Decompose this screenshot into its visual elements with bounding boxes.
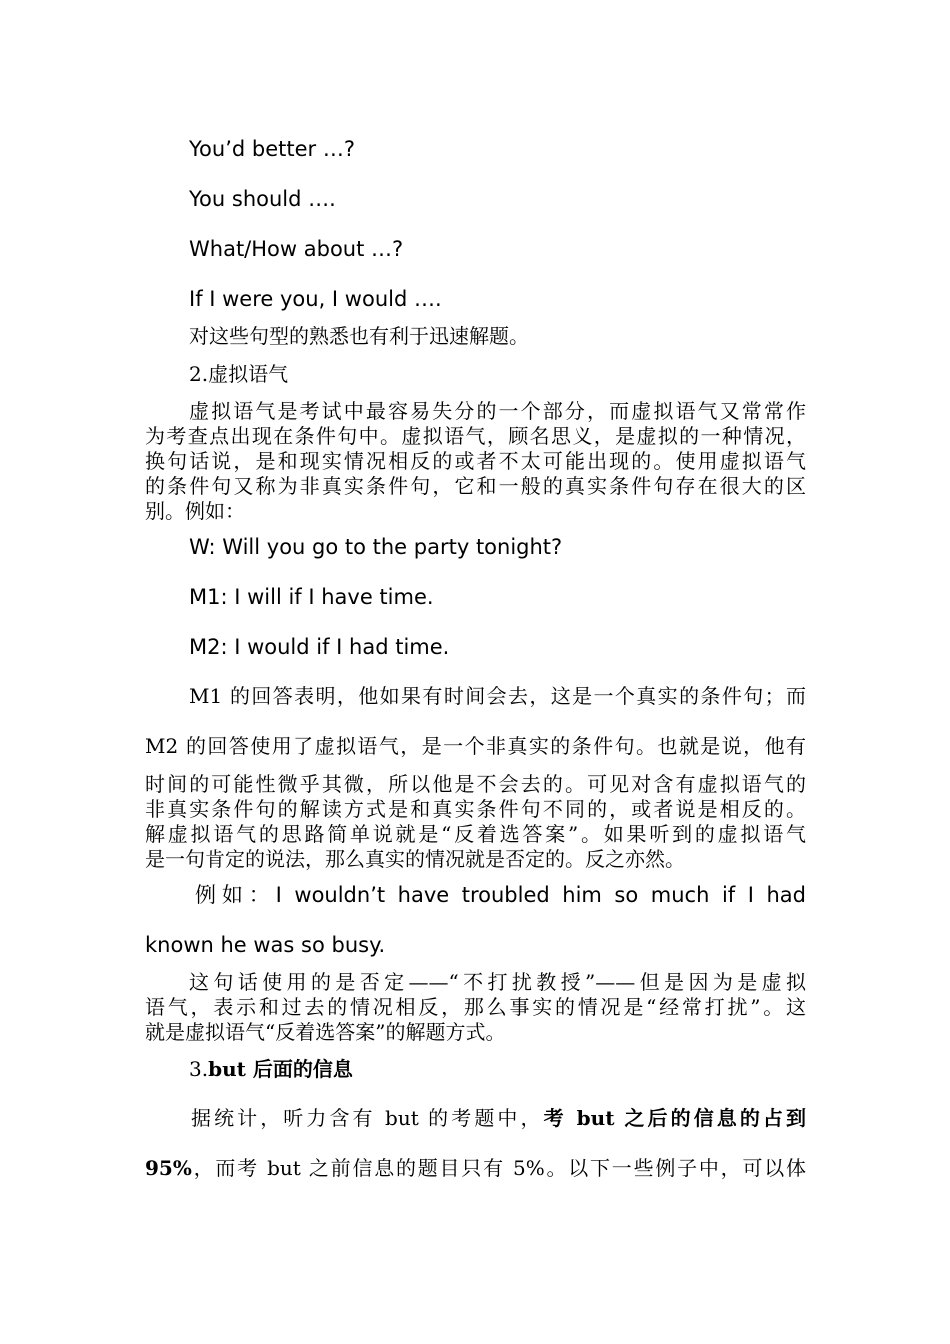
paragraph-line: 别。例如：: [145, 499, 245, 523]
section-heading-3: [189, 1059, 353, 1079]
section-number: 3.: [189, 1057, 209, 1081]
paragraph-line: M2 的回答使用了虚拟语气，是一个非真实的条件句。也就是说，他有: [145, 734, 806, 758]
paragraph-line: 换句话说，是和现实情况相反的或者不太可能出现的。使用虚拟语气: [145, 449, 806, 473]
section-title: but 后面的信息: [208, 1057, 353, 1081]
phrase-youd-better: You’d better …?: [189, 137, 355, 161]
text-span: ，而考 but 之前信息的题目只有 5%。以下一些例子中，可以体: [191, 1156, 806, 1180]
paragraph-line: M1 的回答表明，他如果有时间会去，这是一个真实的条件句；而: [189, 684, 806, 708]
example-sentence-cont: known he was so busy.: [145, 933, 386, 957]
paragraph-line: 虚拟语气是考试中最容易失分的一个部分，而虚拟语气又常常作: [189, 399, 806, 423]
example-m2: M2: I would if I had time.: [189, 635, 450, 659]
example-sentence: 例如：I wouldn’t have troubled him so much if I had: [195, 883, 806, 907]
text-span: 据统计，听力含有 but 的考题中，: [191, 1106, 544, 1130]
paragraph-line: 就是虚拟语气“反着选答案”的解题方式。: [145, 1020, 506, 1044]
phrase-what-how-about: What/How about …?: [189, 237, 404, 261]
paragraph-line: [191, 1108, 806, 1128]
bold-span: 考 but 之后的信息的占到: [543, 1106, 806, 1130]
paragraph-line: 解虚拟语气的思路简单说就是“反着选答案”。如果听到的虚拟语气: [145, 822, 806, 846]
phrase-you-should: You should ….: [189, 187, 336, 211]
phrase-if-i-were-you: If I were you, I would ….: [189, 287, 442, 311]
paragraph-line: [145, 1158, 806, 1178]
paragraph-line: 时间的可能性微乎其微，所以他是不会去的。可见对含有虚拟语气的: [145, 772, 806, 796]
paragraph-line: 为考查点出现在条件句中。虚拟语气，顾名思义，是虚拟的一种情况，: [145, 424, 806, 448]
paragraph-line: 非真实条件句的解读方式是和真实条件句不同的，或者说是相反的。: [145, 797, 806, 821]
paragraph-line: 是一句肯定的说法，那么真实的情况就是否定的。反之亦然。: [145, 847, 685, 871]
example-w: W: Will you go to the party tonight?: [189, 535, 563, 559]
bold-span: 95%: [145, 1156, 192, 1180]
section-heading-2: 2.虚拟语气: [189, 362, 289, 386]
paragraph-line: 对这些句型的熟悉也有利于迅速解题。: [189, 324, 529, 348]
paragraph-line: 语气，表示和过去的情况相反，那么事实的情况是“经常打扰”。这: [145, 995, 806, 1019]
example-m1: M1: I will if I have time.: [189, 585, 434, 609]
paragraph-line: 的条件句又称为非真实条件句，它和一般的真实条件句存在很大的区: [145, 474, 806, 498]
paragraph-line: 这句话使用的是否定——“不打扰教授”——但是因为是虚拟: [189, 970, 806, 994]
